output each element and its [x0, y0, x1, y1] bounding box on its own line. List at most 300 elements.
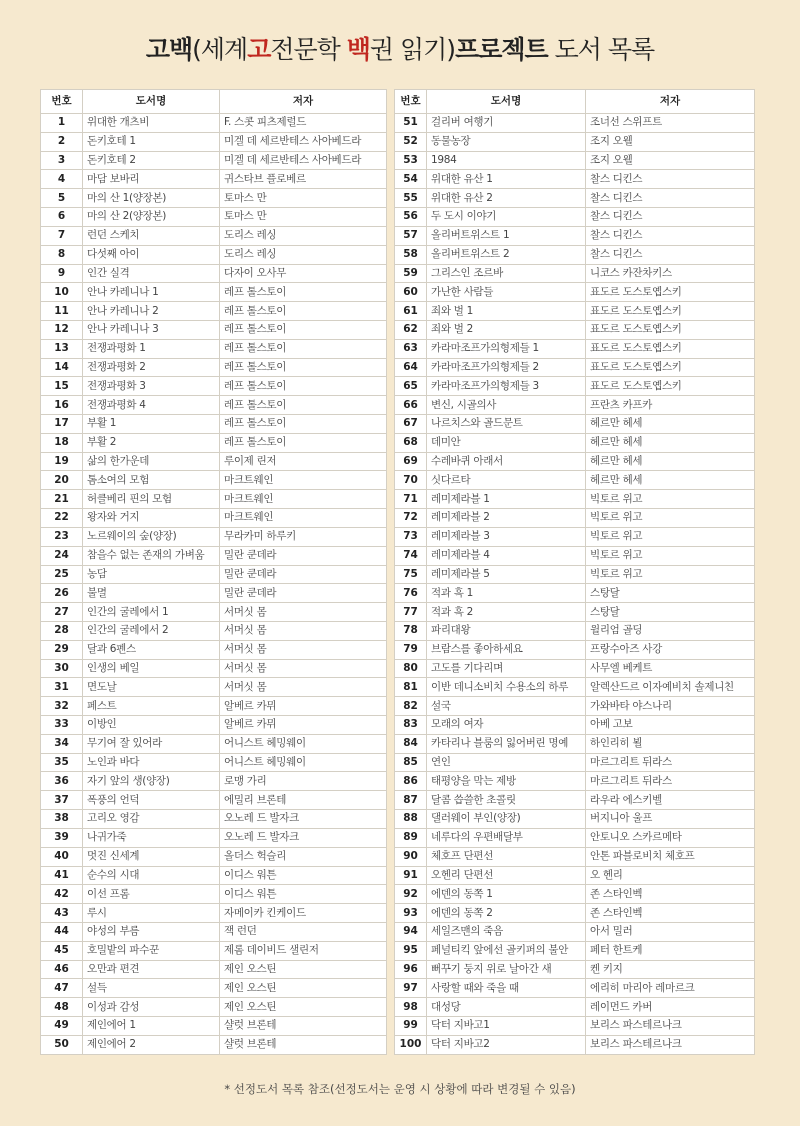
table-row: [41, 603, 387, 622]
book-title: 동물농장: [427, 132, 586, 151]
book-title: 야성의 부름: [83, 922, 220, 941]
page-title: [0, 30, 800, 66]
book-title: 왕자와 거지: [83, 509, 220, 528]
book-title: 레미제라블 3: [427, 527, 586, 546]
book-number: 9: [41, 264, 83, 283]
book-number: 21: [41, 490, 83, 509]
book-title: 카타리나 블룸의 잃어버린 명예: [427, 734, 586, 753]
table-row: [41, 659, 387, 678]
book-title: 카라마조프가의형제들 1: [427, 339, 586, 358]
book-author: 윌리엄 골딩: [586, 621, 755, 640]
table-row: [395, 320, 755, 339]
book-number: 29: [41, 640, 83, 659]
book-title: 위대한 유산 2: [427, 189, 586, 208]
book-number: 74: [395, 546, 427, 565]
book-title: 카라마조프가의형제들 3: [427, 377, 586, 396]
book-number: 4: [41, 170, 83, 189]
book-title: 돈키호테 2: [83, 151, 220, 170]
book-author: 니코스 카잔차키스: [586, 264, 755, 283]
book-author: 표도르 도스토옙스키: [586, 302, 755, 321]
book-author: 알베르 카뮈: [220, 716, 387, 735]
book-title: 닥터 지바고1: [427, 1017, 586, 1036]
table-row: [395, 527, 755, 546]
header-num: 번호: [395, 90, 427, 114]
book-number: 42: [41, 885, 83, 904]
book-author: 밀란 쿤데라: [220, 546, 387, 565]
book-author: 에리히 마리아 레마르크: [586, 979, 755, 998]
header-book: 도서명: [427, 90, 586, 114]
book-author: 자메이카 킨케이드: [220, 904, 387, 923]
book-title: 노인과 바다: [83, 753, 220, 772]
table-row: [395, 377, 755, 396]
book-title: 사랑할 때와 죽을 때: [427, 979, 586, 998]
book-author: 표도르 도스토옙스키: [586, 339, 755, 358]
book-author: 도리스 레싱: [220, 245, 387, 264]
book-number: 93: [395, 904, 427, 923]
table-row: [395, 433, 755, 452]
book-number: 10: [41, 283, 83, 302]
book-number: 92: [395, 885, 427, 904]
book-author: 표도르 도스토옙스키: [586, 377, 755, 396]
book-author: 아베 고보: [586, 716, 755, 735]
book-title: 불멸: [83, 584, 220, 603]
book-number: 12: [41, 320, 83, 339]
book-number: 43: [41, 904, 83, 923]
book-title: 모래의 여자: [427, 716, 586, 735]
book-author: 레프 톨스토이: [220, 415, 387, 434]
book-author: 안톤 파블로비치 체호프: [586, 847, 755, 866]
table-row: [395, 753, 755, 772]
book-number: 90: [395, 847, 427, 866]
book-number: 65: [395, 377, 427, 396]
book-number: 56: [395, 208, 427, 227]
book-number: 6: [41, 208, 83, 227]
book-author: 헤르만 헤세: [586, 452, 755, 471]
book-author: 헤르만 헤세: [586, 415, 755, 434]
table-row: [41, 358, 387, 377]
book-author: 샬럿 브론테: [220, 1017, 387, 1036]
book-number: 66: [395, 396, 427, 415]
book-title: 수레바퀴 아래서: [427, 452, 586, 471]
table-row: [395, 904, 755, 923]
table-row: [395, 415, 755, 434]
table-row: [395, 245, 755, 264]
book-author: 빅토르 위고: [586, 546, 755, 565]
book-number: 63: [395, 339, 427, 358]
book-author: 존 스타인벡: [586, 885, 755, 904]
book-title: 면도날: [83, 678, 220, 697]
book-author: 이디스 워튼: [220, 885, 387, 904]
table-row: [41, 941, 387, 960]
book-title: 이선 프롬: [83, 885, 220, 904]
book-number: 47: [41, 979, 83, 998]
book-number: 31: [41, 678, 83, 697]
table-row: [395, 208, 755, 227]
book-author: F. 스콧 피츠제럴드: [220, 114, 387, 133]
table-row: [395, 452, 755, 471]
table-row: [395, 1035, 755, 1054]
book-number: 26: [41, 584, 83, 603]
book-author: 프란츠 카프카: [586, 396, 755, 415]
table-row: [41, 979, 387, 998]
book-title: 전쟁과평화 4: [83, 396, 220, 415]
table-row: [41, 998, 387, 1017]
book-title: 돈키호테 1: [83, 132, 220, 151]
book-title: 달과 6펜스: [83, 640, 220, 659]
book-number: 70: [395, 471, 427, 490]
book-title: 1984: [427, 151, 586, 170]
book-author: 표도르 도스토옙스키: [586, 320, 755, 339]
book-author: 무라카미 하루키: [220, 527, 387, 546]
book-number: 32: [41, 697, 83, 716]
book-author: 찰스 디킨스: [586, 189, 755, 208]
book-author: 마크트웨인: [220, 490, 387, 509]
book-author: 서머싯 몸: [220, 640, 387, 659]
book-author: 하인리히 뵐: [586, 734, 755, 753]
book-number: 44: [41, 922, 83, 941]
book-number: 35: [41, 753, 83, 772]
book-author: 존 스타인벡: [586, 904, 755, 923]
book-title: 체호프 단편선: [427, 847, 586, 866]
book-title: 달콤 씁쓸한 초콜릿: [427, 791, 586, 810]
book-title: 댈러웨이 부인(양장): [427, 810, 586, 829]
book-author: 버지니아 울프: [586, 810, 755, 829]
table-row: [41, 1017, 387, 1036]
book-title: 부활 2: [83, 433, 220, 452]
book-author: 보리스 파스테르나크: [586, 1035, 755, 1054]
book-number: 99: [395, 1017, 427, 1036]
book-title: 데미안: [427, 433, 586, 452]
book-number: 73: [395, 527, 427, 546]
table-row: [395, 998, 755, 1017]
table-row: [41, 922, 387, 941]
book-author: 알베르 카뮈: [220, 697, 387, 716]
table-row: [395, 132, 755, 151]
table-row: [41, 151, 387, 170]
book-title: 네루다의 우편배달부: [427, 828, 586, 847]
table-row: [395, 734, 755, 753]
book-author: 레프 톨스토이: [220, 283, 387, 302]
book-table-left: [40, 89, 387, 1055]
table-row: [41, 716, 387, 735]
table-row: [41, 170, 387, 189]
table-row: [395, 546, 755, 565]
book-title: 닥터 지바고2: [427, 1035, 586, 1054]
book-title: 안나 카레니나 3: [83, 320, 220, 339]
book-title: 적과 흑 2: [427, 603, 586, 622]
book-number: 49: [41, 1017, 83, 1036]
book-author: 빅토르 위고: [586, 509, 755, 528]
book-title: 에덴의 동쪽 1: [427, 885, 586, 904]
book-author: 레프 톨스토이: [220, 358, 387, 377]
book-title: 가난한 사람들: [427, 283, 586, 302]
table-row: [395, 283, 755, 302]
book-title: 태평양을 막는 제방: [427, 772, 586, 791]
table-row: [41, 584, 387, 603]
table-row: [41, 452, 387, 471]
book-author: 귀스타브 플로베르: [220, 170, 387, 189]
table-row: [395, 922, 755, 941]
book-author: 프랑수아즈 사강: [586, 640, 755, 659]
book-number: 17: [41, 415, 83, 434]
book-author: 레프 톨스토이: [220, 377, 387, 396]
book-title: 에덴의 동쪽 2: [427, 904, 586, 923]
table-row: [395, 828, 755, 847]
table-row: [395, 490, 755, 509]
table-row: [395, 697, 755, 716]
book-author: 보리스 파스테르나크: [586, 1017, 755, 1036]
book-author: 헤르만 헤세: [586, 433, 755, 452]
book-author: 서머싯 몸: [220, 659, 387, 678]
table-row: [395, 189, 755, 208]
book-number: 86: [395, 772, 427, 791]
book-title: 적과 흑 1: [427, 584, 586, 603]
table-row: [41, 960, 387, 979]
book-number: 53: [395, 151, 427, 170]
book-number: 60: [395, 283, 427, 302]
book-author: 페터 한트케: [586, 941, 755, 960]
book-number: 75: [395, 565, 427, 584]
book-number: 33: [41, 716, 83, 735]
book-number: 36: [41, 772, 83, 791]
book-number: 100: [395, 1035, 427, 1054]
book-title: 두 도시 이야기: [427, 208, 586, 227]
book-number: 57: [395, 226, 427, 245]
table-row: [41, 847, 387, 866]
header-num: 번호: [41, 90, 83, 114]
table-row: [395, 264, 755, 283]
book-number: 97: [395, 979, 427, 998]
book-title: 나귀가죽: [83, 828, 220, 847]
book-number: 45: [41, 941, 83, 960]
book-author: 루이제 린저: [220, 452, 387, 471]
book-title: 레미제라블 5: [427, 565, 586, 584]
table-row: [395, 509, 755, 528]
table-row: [41, 339, 387, 358]
book-title: 레미제라블 1: [427, 490, 586, 509]
book-author: 알렉산드르 이자예비치 솔제니친: [586, 678, 755, 697]
title-part: 프로젝트: [455, 35, 548, 64]
book-number: 52: [395, 132, 427, 151]
table-row: [395, 866, 755, 885]
book-author: 스탕달: [586, 603, 755, 622]
table-row: [41, 433, 387, 452]
book-number: 18: [41, 433, 83, 452]
table-row: [395, 640, 755, 659]
book-author: 마크트웨인: [220, 471, 387, 490]
book-title: 페스트: [83, 697, 220, 716]
book-author: 로맹 가리: [220, 772, 387, 791]
book-number: 68: [395, 433, 427, 452]
book-number: 28: [41, 621, 83, 640]
book-number: 69: [395, 452, 427, 471]
book-author: 찰스 디킨스: [586, 245, 755, 264]
table-row: [395, 302, 755, 321]
book-title: 레미제라블 4: [427, 546, 586, 565]
book-title: 루시: [83, 904, 220, 923]
book-title: 싯다르타: [427, 471, 586, 490]
book-number: 51: [395, 114, 427, 133]
book-number: 59: [395, 264, 427, 283]
table-row: [41, 828, 387, 847]
book-author: 이디스 워튼: [220, 866, 387, 885]
title-part: (세계: [192, 35, 248, 64]
book-author: 마르그리트 뒤라스: [586, 772, 755, 791]
table-row: [41, 791, 387, 810]
book-title: 올리버트위스트 1: [427, 226, 586, 245]
book-author: 가와바타 야스나리: [586, 697, 755, 716]
book-title: 자기 앞의 생(양장): [83, 772, 220, 791]
book-number: 76: [395, 584, 427, 603]
book-number: 64: [395, 358, 427, 377]
book-author: 레프 톨스토이: [220, 396, 387, 415]
book-number: 24: [41, 546, 83, 565]
book-number: 5: [41, 189, 83, 208]
book-author: 레프 톨스토이: [220, 320, 387, 339]
book-author: 빅토르 위고: [586, 527, 755, 546]
book-title: 인간의 굴레에서 1: [83, 603, 220, 622]
book-number: 48: [41, 998, 83, 1017]
book-number: 82: [395, 697, 427, 716]
book-title: 호밀밭의 파수꾼: [83, 941, 220, 960]
book-title: 브람스를 좋아하세요: [427, 640, 586, 659]
book-title: 인간 실격: [83, 264, 220, 283]
book-title: 마담 보바리: [83, 170, 220, 189]
book-number: 78: [395, 621, 427, 640]
book-number: 41: [41, 866, 83, 885]
table-row: [41, 1035, 387, 1054]
table-row: [395, 960, 755, 979]
book-number: 38: [41, 810, 83, 829]
book-title: 그리스인 조르바: [427, 264, 586, 283]
book-title: 인생의 베일: [83, 659, 220, 678]
table-row: [395, 151, 755, 170]
book-title: 세일즈맨의 죽음: [427, 922, 586, 941]
book-author: 레프 톨스토이: [220, 302, 387, 321]
book-author: 제인 오스틴: [220, 960, 387, 979]
book-number: 95: [395, 941, 427, 960]
book-title: 제인에어 2: [83, 1035, 220, 1054]
book-title: 죄와 벌 1: [427, 302, 586, 321]
table-row: [41, 621, 387, 640]
book-title: 고도를 기다리며: [427, 659, 586, 678]
book-number: 83: [395, 716, 427, 735]
title-part-highlight: 백: [346, 35, 370, 64]
book-number: 3: [41, 151, 83, 170]
table-row: [395, 170, 755, 189]
table-row: [41, 885, 387, 904]
table-row: [41, 490, 387, 509]
book-number: 13: [41, 339, 83, 358]
book-title: 이방인: [83, 716, 220, 735]
table-row: [395, 621, 755, 640]
table-row: [41, 320, 387, 339]
book-author: 조지 오웰: [586, 151, 755, 170]
book-author: 서머싯 몸: [220, 678, 387, 697]
book-title: 연인: [427, 753, 586, 772]
book-title: 뻐꾸기 둥지 위로 날아간 새: [427, 960, 586, 979]
book-author: 마르그리트 뒤라스: [586, 753, 755, 772]
table-row: [41, 208, 387, 227]
book-number: 37: [41, 791, 83, 810]
book-number: 80: [395, 659, 427, 678]
book-number: 25: [41, 565, 83, 584]
book-author: 레이먼드 카버: [586, 998, 755, 1017]
book-number: 27: [41, 603, 83, 622]
book-title: 위대한 유산 1: [427, 170, 586, 189]
table-row: [395, 396, 755, 415]
book-author: 샬럿 브론테: [220, 1035, 387, 1054]
book-number: 16: [41, 396, 83, 415]
table-row: [395, 565, 755, 584]
table-row: [41, 772, 387, 791]
book-author: 서머싯 몸: [220, 603, 387, 622]
book-number: 8: [41, 245, 83, 264]
book-author: 어니스트 헤밍웨이: [220, 734, 387, 753]
book-author: 찰스 디킨스: [586, 208, 755, 227]
table-row: [41, 546, 387, 565]
book-number: 85: [395, 753, 427, 772]
table-row: [41, 509, 387, 528]
table-row: [41, 396, 387, 415]
book-author: 표도르 도스토옙스키: [586, 358, 755, 377]
table-row: [41, 471, 387, 490]
book-author: 라우라 에스키벨: [586, 791, 755, 810]
book-author: 제인 오스틴: [220, 998, 387, 1017]
header-author: 저자: [586, 90, 755, 114]
book-number: 88: [395, 810, 427, 829]
book-number: 30: [41, 659, 83, 678]
book-author: 빅토르 위고: [586, 565, 755, 584]
book-number: 55: [395, 189, 427, 208]
book-title: 파리대왕: [427, 621, 586, 640]
book-author: 오노레 드 발자크: [220, 828, 387, 847]
book-number: 98: [395, 998, 427, 1017]
table-row: [41, 753, 387, 772]
book-title: 전쟁과평화 1: [83, 339, 220, 358]
book-number: 71: [395, 490, 427, 509]
book-author: 도리스 레싱: [220, 226, 387, 245]
book-author: 밀란 쿤데라: [220, 584, 387, 603]
book-author: 아서 밀러: [586, 922, 755, 941]
table-row: [395, 603, 755, 622]
book-title: 참을수 없는 존재의 가벼움: [83, 546, 220, 565]
table-row: [41, 245, 387, 264]
book-number: 15: [41, 377, 83, 396]
book-number: 77: [395, 603, 427, 622]
book-number: 2: [41, 132, 83, 151]
book-number: 23: [41, 527, 83, 546]
footnote: * 선정도서 목록 참조(선정도서는 운영 시 상황에 따라 변경될 수 있음): [224, 1082, 576, 1096]
book-author: 레프 톨스토이: [220, 339, 387, 358]
book-title: 전쟁과평화 3: [83, 377, 220, 396]
book-title: 전쟁과평화 2: [83, 358, 220, 377]
book-title: 설득: [83, 979, 220, 998]
book-number: 94: [395, 922, 427, 941]
book-number: 58: [395, 245, 427, 264]
title-part: 권 읽기): [369, 35, 456, 64]
book-number: 81: [395, 678, 427, 697]
book-number: 72: [395, 509, 427, 528]
book-number: 62: [395, 320, 427, 339]
book-author: 제인 오스틴: [220, 979, 387, 998]
book-number: 20: [41, 471, 83, 490]
book-author: 레프 톨스토이: [220, 433, 387, 452]
book-title: 인간의 굴레에서 2: [83, 621, 220, 640]
title-part: 고백: [145, 35, 193, 64]
table-row: [395, 885, 755, 904]
table-row: [41, 283, 387, 302]
